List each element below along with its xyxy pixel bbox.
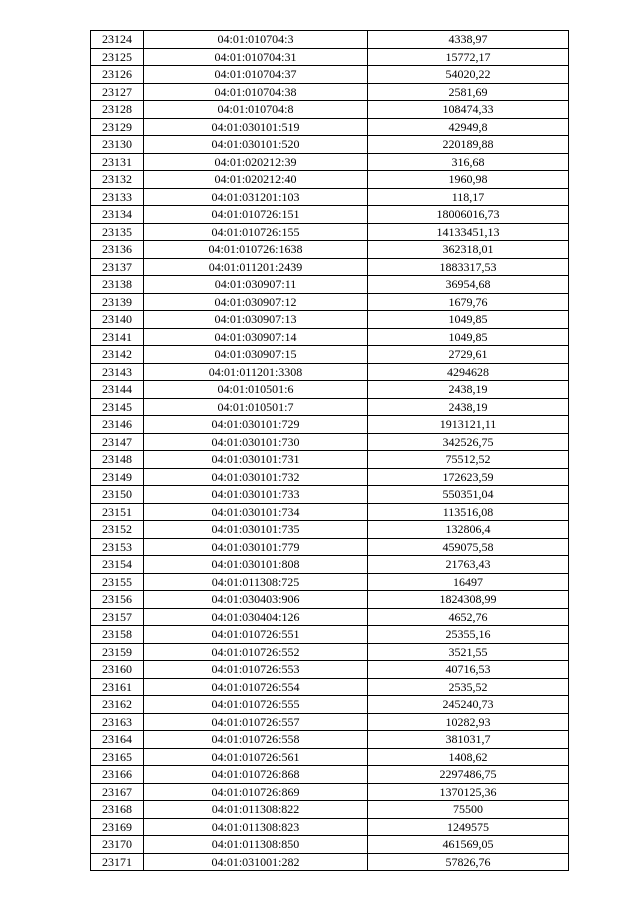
table-row xyxy=(91,83,569,101)
table-row xyxy=(91,398,569,416)
cadastral-value-cell: 342526,75 xyxy=(368,433,569,451)
cadastral-number-cell: 04:01:030907:12 xyxy=(144,293,368,311)
row-number-cell: 23159 xyxy=(91,643,144,661)
row-number-cell: 23132 xyxy=(91,171,144,189)
cadastral-number-cell: 04:01:010726:551 xyxy=(144,626,368,644)
row-number-cell: 23155 xyxy=(91,573,144,591)
cadastral-number-cell: 04:01:010501:6 xyxy=(144,381,368,399)
table-row xyxy=(91,48,569,66)
table-row xyxy=(91,661,569,679)
cadastral-number-cell: 04:01:030101:779 xyxy=(144,538,368,556)
table-row xyxy=(91,678,569,696)
cadastral-number-cell: 04:01:030907:11 xyxy=(144,276,368,294)
row-number-cell: 23163 xyxy=(91,713,144,731)
cadastral-value-cell: 459075,58 xyxy=(368,538,569,556)
table-row xyxy=(91,608,569,626)
row-number-cell: 23161 xyxy=(91,678,144,696)
row-number-cell: 23139 xyxy=(91,293,144,311)
row-number-cell: 23135 xyxy=(91,223,144,241)
table-row xyxy=(91,766,569,784)
cadastral-number-cell: 04:01:010726:555 xyxy=(144,696,368,714)
table-row xyxy=(91,328,569,346)
cadastral-value-cell: 10282,93 xyxy=(368,713,569,731)
cadastral-value-cell: 15772,17 xyxy=(368,48,569,66)
cadastral-number-cell: 04:01:030101:519 xyxy=(144,118,368,136)
cadastral-value-cell: 2729,61 xyxy=(368,346,569,364)
table-row xyxy=(91,731,569,749)
cadastral-number-cell: 04:01:010726:1638 xyxy=(144,241,368,259)
row-number-cell: 23146 xyxy=(91,416,144,434)
table-row xyxy=(91,748,569,766)
row-number-cell: 23165 xyxy=(91,748,144,766)
cadastral-value-cell: 21763,43 xyxy=(368,556,569,574)
cadastral-value-cell: 40716,53 xyxy=(368,661,569,679)
table-row xyxy=(91,783,569,801)
table-row xyxy=(91,31,569,49)
row-number-cell: 23136 xyxy=(91,241,144,259)
cadastral-value-cell: 16497 xyxy=(368,573,569,591)
row-number-cell: 23129 xyxy=(91,118,144,136)
row-number-cell: 23162 xyxy=(91,696,144,714)
cadastral-value-cell: 1960,98 xyxy=(368,171,569,189)
row-number-cell: 23127 xyxy=(91,83,144,101)
cadastral-number-cell: 04:01:030101:733 xyxy=(144,486,368,504)
row-number-cell: 23171 xyxy=(91,853,144,871)
row-number-cell: 23140 xyxy=(91,311,144,329)
table-row xyxy=(91,311,569,329)
cadastral-number-cell: 04:01:011308:725 xyxy=(144,573,368,591)
row-number-cell: 23142 xyxy=(91,346,144,364)
cadastral-number-cell: 04:01:011308:823 xyxy=(144,818,368,836)
row-number-cell: 23125 xyxy=(91,48,144,66)
cadastral-number-cell: 04:01:011201:3308 xyxy=(144,363,368,381)
table-row xyxy=(91,801,569,819)
row-number-cell: 23145 xyxy=(91,398,144,416)
row-number-cell: 23131 xyxy=(91,153,144,171)
table-row xyxy=(91,538,569,556)
cadastral-number-cell: 04:01:010704:31 xyxy=(144,48,368,66)
cadastral-value-cell: 1249575 xyxy=(368,818,569,836)
row-number-cell: 23128 xyxy=(91,101,144,119)
table-row xyxy=(91,556,569,574)
table-row xyxy=(91,66,569,84)
cadastral-value-cell: 1913121,11 xyxy=(368,416,569,434)
cadastral-number-cell: 04:01:030101:735 xyxy=(144,521,368,539)
cadastral-number-cell: 04:01:010726:868 xyxy=(144,766,368,784)
row-number-cell: 23144 xyxy=(91,381,144,399)
cadastral-value-cell: 4338,97 xyxy=(368,31,569,49)
table-row xyxy=(91,451,569,469)
cadastral-value-cell: 172623,59 xyxy=(368,468,569,486)
table-row xyxy=(91,223,569,241)
cadastral-number-cell: 04:01:010726:553 xyxy=(144,661,368,679)
cadastral-value-cell: 381031,7 xyxy=(368,731,569,749)
row-number-cell: 23147 xyxy=(91,433,144,451)
cadastral-number-cell: 04:01:010726:557 xyxy=(144,713,368,731)
cadastral-value-cell: 245240,73 xyxy=(368,696,569,714)
table-row xyxy=(91,591,569,609)
row-number-cell: 23133 xyxy=(91,188,144,206)
cadastral-value-cell: 25355,16 xyxy=(368,626,569,644)
table-row xyxy=(91,346,569,364)
row-number-cell: 23130 xyxy=(91,136,144,154)
table-row xyxy=(91,696,569,714)
cadastral-number-cell: 04:01:010726:155 xyxy=(144,223,368,241)
cadastral-value-cell: 4652,76 xyxy=(368,608,569,626)
table-row xyxy=(91,468,569,486)
row-number-cell: 23137 xyxy=(91,258,144,276)
cadastral-number-cell: 04:01:020212:40 xyxy=(144,171,368,189)
cadastral-number-cell: 04:01:010726:552 xyxy=(144,643,368,661)
cadastral-value-cell: 461569,05 xyxy=(368,836,569,854)
cadastral-value-cell: 118,17 xyxy=(368,188,569,206)
cadastral-value-cell: 14133451,13 xyxy=(368,223,569,241)
row-number-cell: 23148 xyxy=(91,451,144,469)
cadastral-number-cell: 04:01:030101:732 xyxy=(144,468,368,486)
row-number-cell: 23167 xyxy=(91,783,144,801)
cadastral-value-cell: 1408,62 xyxy=(368,748,569,766)
cadastral-number-cell: 04:01:010726:558 xyxy=(144,731,368,749)
cadastral-number-cell: 04:01:020212:39 xyxy=(144,153,368,171)
row-number-cell: 23153 xyxy=(91,538,144,556)
row-number-cell: 23168 xyxy=(91,801,144,819)
cadastral-number-cell: 04:01:030101:808 xyxy=(144,556,368,574)
cadastral-value-cell: 57826,76 xyxy=(368,853,569,871)
cadastral-number-cell: 04:01:011308:822 xyxy=(144,801,368,819)
table-row xyxy=(91,573,569,591)
table-row xyxy=(91,643,569,661)
row-number-cell: 23141 xyxy=(91,328,144,346)
row-number-cell: 23151 xyxy=(91,503,144,521)
cadastral-value-cell: 2581,69 xyxy=(368,83,569,101)
cadastral-value-cell: 42949,8 xyxy=(368,118,569,136)
row-number-cell: 23170 xyxy=(91,836,144,854)
cadastral-number-cell: 04:01:030101:734 xyxy=(144,503,368,521)
cadastral-value-cell: 2535,52 xyxy=(368,678,569,696)
cadastral-value-cell: 3521,55 xyxy=(368,643,569,661)
row-number-cell: 23156 xyxy=(91,591,144,609)
cadastral-number-cell: 04:01:030101:730 xyxy=(144,433,368,451)
row-number-cell: 23152 xyxy=(91,521,144,539)
row-number-cell: 23149 xyxy=(91,468,144,486)
cadastral-number-cell: 04:01:031201:103 xyxy=(144,188,368,206)
cadastral-value-cell: 36954,68 xyxy=(368,276,569,294)
cadastral-value-cell: 1049,85 xyxy=(368,328,569,346)
cadastral-value-cell: 132806,4 xyxy=(368,521,569,539)
cadastral-value-cell: 75500 xyxy=(368,801,569,819)
table-row xyxy=(91,363,569,381)
table-row xyxy=(91,626,569,644)
cadastral-number-cell: 04:01:031001:282 xyxy=(144,853,368,871)
row-number-cell: 23164 xyxy=(91,731,144,749)
table-row xyxy=(91,818,569,836)
cadastral-number-cell: 04:01:030403:906 xyxy=(144,591,368,609)
row-number-cell: 23169 xyxy=(91,818,144,836)
row-number-cell: 23154 xyxy=(91,556,144,574)
table-row xyxy=(91,276,569,294)
row-number-cell: 23138 xyxy=(91,276,144,294)
cadastral-number-cell: 04:01:030907:14 xyxy=(144,328,368,346)
cadastral-value-cell: 1679,76 xyxy=(368,293,569,311)
cadastral-value-cell: 550351,04 xyxy=(368,486,569,504)
cadastral-number-cell: 04:01:010704:8 xyxy=(144,101,368,119)
cadastral-value-cell: 2438,19 xyxy=(368,381,569,399)
cadastral-value-cell: 18006016,73 xyxy=(368,206,569,224)
cadastral-number-cell: 04:01:030101:731 xyxy=(144,451,368,469)
cadastral-value-cell: 4294628 xyxy=(368,363,569,381)
cadastral-number-cell: 04:01:011308:850 xyxy=(144,836,368,854)
cadastral-number-cell: 04:01:030101:729 xyxy=(144,416,368,434)
cadastral-number-cell: 04:01:010704:38 xyxy=(144,83,368,101)
cadastral-number-cell: 04:01:010726:561 xyxy=(144,748,368,766)
cadastral-value-cell: 75512,52 xyxy=(368,451,569,469)
cadastral-value-cell: 113516,08 xyxy=(368,503,569,521)
table-row xyxy=(91,836,569,854)
table-row xyxy=(91,101,569,119)
cadastral-value-cell: 108474,33 xyxy=(368,101,569,119)
row-number-cell: 23157 xyxy=(91,608,144,626)
cadastral-number-cell: 04:01:030907:15 xyxy=(144,346,368,364)
cadastral-number-cell: 04:01:010704:37 xyxy=(144,66,368,84)
cadastral-value-table xyxy=(90,30,569,871)
table-row xyxy=(91,136,569,154)
cadastral-value-cell: 220189,88 xyxy=(368,136,569,154)
row-number-cell: 23124 xyxy=(91,31,144,49)
table-row xyxy=(91,188,569,206)
cadastral-number-cell: 04:01:010726:869 xyxy=(144,783,368,801)
table-row xyxy=(91,171,569,189)
table-row xyxy=(91,381,569,399)
table-row xyxy=(91,258,569,276)
cadastral-value-cell: 1824308,99 xyxy=(368,591,569,609)
table-row xyxy=(91,153,569,171)
cadastral-value-cell: 316,68 xyxy=(368,153,569,171)
row-number-cell: 23158 xyxy=(91,626,144,644)
table-row xyxy=(91,521,569,539)
table-row xyxy=(91,206,569,224)
table-row xyxy=(91,486,569,504)
row-number-cell: 23134 xyxy=(91,206,144,224)
cadastral-value-cell: 2438,19 xyxy=(368,398,569,416)
cadastral-number-cell: 04:01:010726:151 xyxy=(144,206,368,224)
table-row xyxy=(91,241,569,259)
cadastral-value-cell: 1370125,36 xyxy=(368,783,569,801)
cadastral-number-cell: 04:01:010501:7 xyxy=(144,398,368,416)
cadastral-number-cell: 04:01:011201:2439 xyxy=(144,258,368,276)
cadastral-value-cell: 1883317,53 xyxy=(368,258,569,276)
row-number-cell: 23143 xyxy=(91,363,144,381)
row-number-cell: 23150 xyxy=(91,486,144,504)
cadastral-number-cell: 04:01:010704:3 xyxy=(144,31,368,49)
table-row xyxy=(91,503,569,521)
cadastral-value-cell: 1049,85 xyxy=(368,311,569,329)
table-row xyxy=(91,713,569,731)
table-body xyxy=(91,31,569,871)
row-number-cell: 23160 xyxy=(91,661,144,679)
cadastral-value-cell: 54020,22 xyxy=(368,66,569,84)
table-row xyxy=(91,118,569,136)
table-row xyxy=(91,433,569,451)
cadastral-number-cell: 04:01:030404:126 xyxy=(144,608,368,626)
table-row xyxy=(91,853,569,871)
table-row xyxy=(91,293,569,311)
cadastral-value-cell: 362318,01 xyxy=(368,241,569,259)
row-number-cell: 23126 xyxy=(91,66,144,84)
cadastral-number-cell: 04:01:030907:13 xyxy=(144,311,368,329)
table-row xyxy=(91,416,569,434)
row-number-cell: 23166 xyxy=(91,766,144,784)
cadastral-value-cell: 2297486,75 xyxy=(368,766,569,784)
cadastral-number-cell: 04:01:030101:520 xyxy=(144,136,368,154)
cadastral-number-cell: 04:01:010726:554 xyxy=(144,678,368,696)
